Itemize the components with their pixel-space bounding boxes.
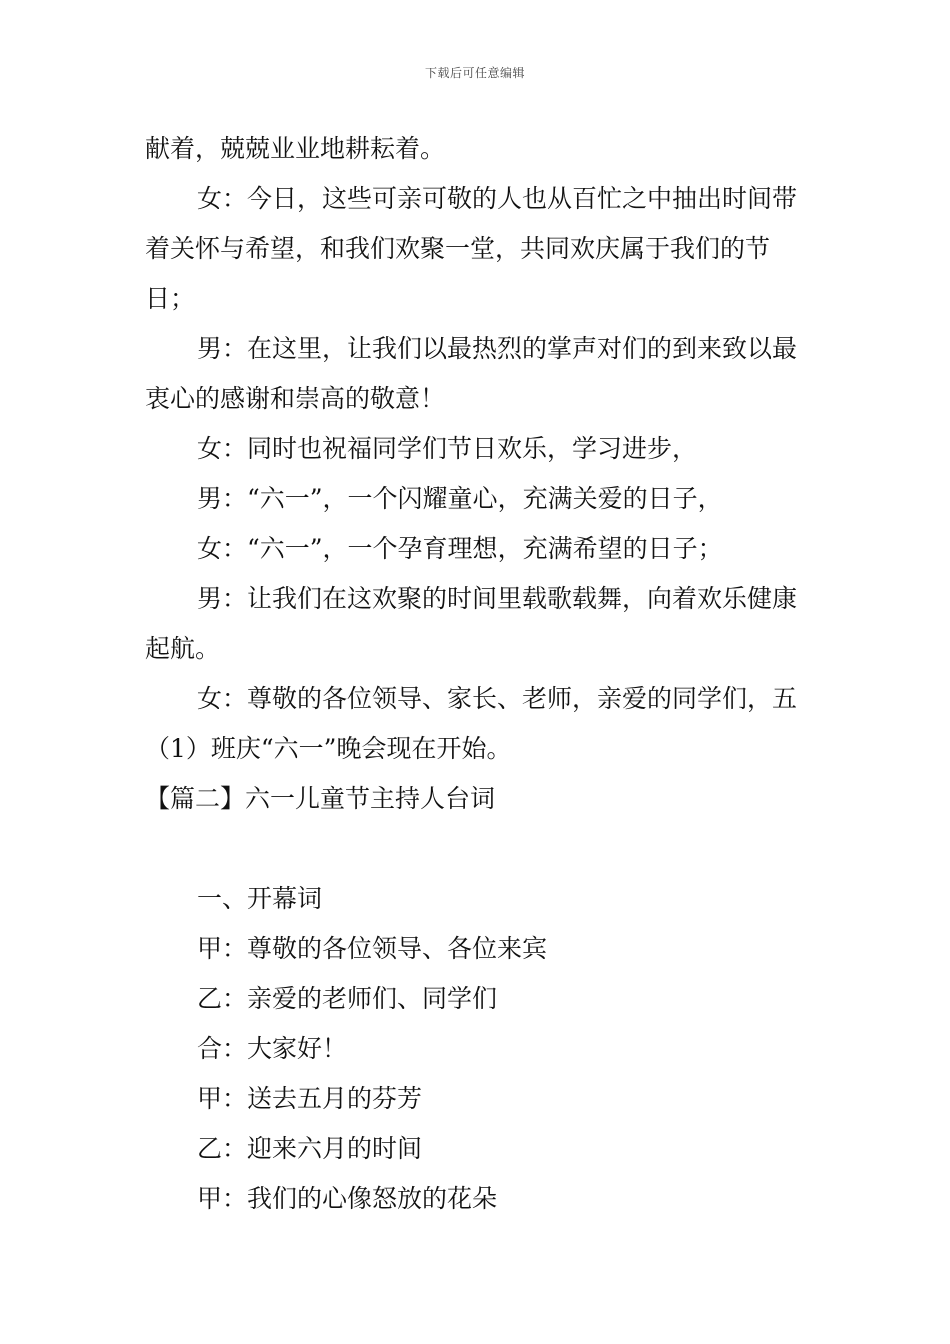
paragraph: 女：今日，这些可亲可敬的人也从百忙之中抽出时间带着关怀与希望，和我们欢聚一堂，共同欢庆属于我们的节日； [145,184,798,313]
subsection-heading: 一、开幕词 [197,884,323,913]
blank-line [145,824,810,874]
paragraph: 甲：尊敬的各位领导、各位来宾 [197,934,548,963]
paragraph: 男：在这里，让我们以最热烈的掌声对们的到来致以最衷心的感谢和崇高的敬意！ [145,334,798,413]
page-header: 下载后可任意编辑 [424,66,525,80]
paragraph: 男：“六一”，一个闪耀童心，充满关爱的日子， [197,484,723,513]
paragraph: 合：大家好！ [197,1034,348,1063]
paragraph: 甲：送去五月的芬芳 [197,1084,423,1113]
paragraph: 男：让我们在这欢聚的时间里载歌载舞，向着欢乐健康起航。 [145,584,798,663]
paragraph: 献着，兢兢业业地耕耘着。 [145,134,446,163]
paragraph: 甲：我们的心像怒放的花朵 [197,1184,498,1213]
document-body [145,124,810,1224]
paragraph: 乙：迎来六月的时间 [197,1134,423,1163]
paragraph: 女：“六一”，一个孕育理想，充满希望的日子； [197,534,723,563]
paragraph: 乙：亲爱的老师们、同学们 [197,984,498,1013]
paragraph: 女：尊敬的各位领导、家长、老师，亲爱的同学们，五（1）班庆“六一”晚会现在开始。 [145,684,798,763]
paragraph: 女：同时也祝福同学们节日欢乐，学习进步， [197,434,698,463]
section-heading: 【篇二】六一儿童节主持人台词 [145,784,496,813]
